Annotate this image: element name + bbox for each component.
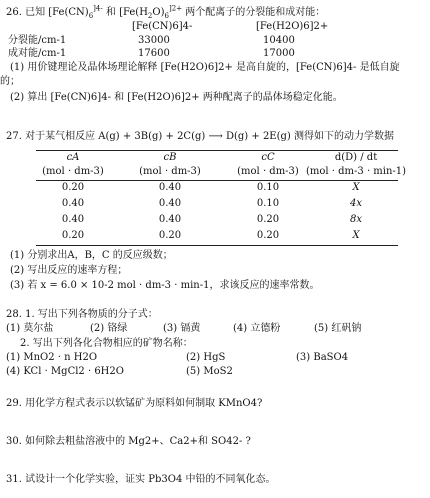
q26-row1-v1: 33000: [138, 35, 170, 46]
table-cell: X: [352, 181, 360, 193]
q26-row2-label: 成对能/cm-1: [8, 48, 67, 59]
table-row: [36, 228, 406, 244]
table-top-rule: [36, 150, 398, 151]
col-unit-cc: (mol · dm-3): [237, 166, 299, 178]
table-cell: 0.20: [158, 229, 182, 241]
q26-col2-header: [Fe(H2O)6]2+: [256, 21, 329, 32]
q26-row2-v1: 17600: [138, 48, 170, 59]
q26-sub1: (1) 用价键理论及晶体场理论解释 [Fe(H2O)6]2+ 是高自旋的，[Fe(CN)6]4- 是低自旋: [10, 62, 400, 73]
q28-item: (3) 镉黄: [163, 323, 201, 334]
q26-row1-v2: 10400: [263, 35, 295, 46]
q26-row2-v2: 17000: [263, 48, 295, 59]
col-header-cc: cC: [261, 152, 275, 164]
q27-sub3: (3) 若 x = 6.0 × 10-2 mol · dm-3 · min-1，求该反应的速率常数。: [10, 280, 320, 291]
q26-row1-label: 分裂能/cm-1: [8, 35, 67, 46]
q31-text: 31. 试设计一个化学实验，证实 Pb3O4 中铅的不同氧化态。: [6, 474, 276, 485]
table-cell: 0.40: [61, 213, 85, 225]
table-row: [36, 212, 406, 228]
table-cell: 0.40: [158, 213, 182, 225]
q28-item: (1) 莫尔盐: [6, 323, 54, 334]
table-cell: 8x: [350, 213, 363, 225]
q28-item: (5) 红矾钠: [314, 323, 362, 334]
table-row: [36, 180, 406, 196]
col-header-rate: d(D) / dt: [334, 152, 378, 164]
table-cell: 4x: [350, 197, 363, 209]
q28-item: (2) 铬绿: [90, 323, 128, 334]
q28-item: (1) MnO2 · n H2O: [6, 352, 98, 363]
col-header-ca: cA: [66, 152, 80, 164]
q28-item: (4) 立德粉: [233, 323, 281, 334]
col-unit-rate: (mol · dm-3 · min-1): [306, 166, 407, 178]
q28-part1: 28. 1. 写出下列各物质的分子式：: [6, 309, 158, 320]
q28-item: (3) BaSO4: [296, 352, 349, 363]
table-cell: 0.20: [256, 229, 280, 241]
col-header-cb: cB: [163, 152, 177, 164]
q30-text: 30. 如何除去粗盐溶液中的 Mg2+、Ca2+和 SO42- ?: [6, 436, 251, 447]
table-cell: 0.40: [158, 181, 182, 193]
q27-sub2: (2) 写出反应的速率方程；: [10, 265, 128, 276]
q27-sub1: (1) 分别求出A，B，C 的反应级数；: [10, 250, 173, 261]
table-cell: 0.20: [256, 213, 280, 225]
table-cell: 0.10: [256, 197, 280, 209]
q28-item: (2) HgS: [186, 352, 226, 363]
q28-item: (5) MoS2: [186, 366, 233, 377]
table-cell: 0.40: [61, 197, 85, 209]
rate-data-table: [36, 152, 406, 244]
col-unit-ca: (mol · dm-3): [42, 166, 104, 178]
q26-sub2: (2) 算出 [Fe(CN)6]4- 和 [Fe(H2O)6]2+ 两种配离子的晶体场稳定化能。: [10, 92, 343, 103]
q28-part2: 2. 写出下列各化合物相应的矿物名称：: [20, 338, 193, 349]
q29-text: 29. 用化学方程式表示以软锰矿为原料如何制取 KMnO4?: [6, 398, 263, 409]
table-bottom-rule: [36, 245, 398, 246]
q28-item: (4) KCl · MgCl2 · 6H2O: [6, 366, 124, 377]
q27-stem: 27. 对于某气相反应 A(g) + 3B(g) + 2C(g) ⟶ D(g) + 2E(g) 测得如下的动力学数据: [6, 131, 394, 142]
table-cell: 0.20: [61, 229, 85, 241]
table-cell: 0.20: [61, 181, 85, 193]
col-unit-cb: (mol · dm-3): [139, 166, 201, 178]
q26-sub1-cont: 的；: [0, 76, 20, 87]
q26-col1-header: [Fe(CN)6]4-: [132, 21, 193, 32]
table-row: [36, 196, 406, 212]
table-cell: 0.40: [158, 197, 182, 209]
q26-stem: 26. 已知 [$Fe(CN)_6^{]4-}$ 和 [$Fe(H_2O)_6^{]2+}$ 两个配离子的分裂能和成对能：: [6, 4, 326, 20]
table-cell: X: [352, 229, 360, 241]
table-cell: 0.10: [256, 181, 280, 193]
